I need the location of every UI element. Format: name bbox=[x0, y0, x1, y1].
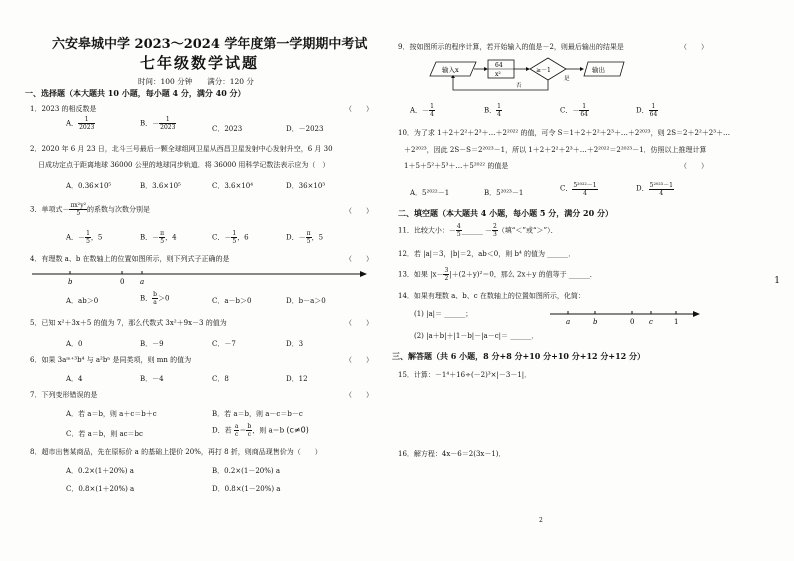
q4-axis-b: b bbox=[68, 278, 73, 286]
q4-option-d: D．b－a＞0 bbox=[286, 297, 326, 305]
q6-paren: （ ） bbox=[345, 356, 373, 364]
q7-option-c: C．若 a＝b，则 ac＝bc bbox=[66, 430, 143, 438]
flow-output: 输出 bbox=[592, 66, 605, 74]
q5-option-c: C．－7 bbox=[212, 340, 236, 348]
q14-axis-b: b bbox=[593, 318, 598, 326]
q4-paren: （ ） bbox=[345, 255, 373, 263]
q1-option-a: A． $\frac{1}{2023}$ bbox=[66, 116, 95, 131]
q2-option-c: C．3.6×10⁴ bbox=[212, 182, 254, 190]
q7-option-d: D．若 $\frac{a}{c}$ ＝ $\frac{b}{c}$ ，则 a＝b (c≠0) bbox=[212, 423, 309, 438]
q3-text: 3．单项式－ $\frac{\text{πx²y²}}{5}$ 的系数与次数分别是 bbox=[30, 202, 150, 217]
q14-part-2: (2) |a＋b|＋|1－b|－|a－c|＝ ______． bbox=[414, 332, 539, 340]
q9-text: 9．按如图所示的程序计算，若开始输入的值是－2，则最后输出的结果是 bbox=[398, 43, 624, 51]
q2-option-b: B．3.6×10⁵ bbox=[140, 182, 181, 190]
q14-number-line bbox=[548, 306, 702, 328]
q10-text-3: 1＋5＋5²＋5³＋…＋5²⁰²² 的值是 bbox=[404, 162, 509, 170]
q4-option-b: B． $\frac{b}{a}$ ＞0 bbox=[140, 291, 170, 306]
q3-option-c: C．－ $\frac{1}{5}$ ，6 bbox=[212, 230, 249, 245]
q2-text: 2．2020 年 6 月 23 日，北斗三号最后一颗全球组网卫星从西昌卫星发射中心发射升空，6 月 30 bbox=[30, 145, 333, 153]
q5-text: 5．已知 x²＋3x＋5 的值为 7，那么代数式 3x²＋9x－3 的值为 bbox=[30, 319, 227, 327]
page-number: 2 bbox=[539, 517, 543, 524]
q2-option-d: D．36×10³ bbox=[286, 182, 326, 190]
q1-text: 1．2023 的相反数是 bbox=[30, 105, 97, 113]
q8-option-a: A．0.2×(1＋20%) a bbox=[66, 467, 134, 475]
q10-paren: （ ） bbox=[680, 162, 708, 170]
q9-option-c: C．－ $\frac{1}{64}$ bbox=[560, 103, 588, 118]
q14-part-1: (1) |a|＝ ______； bbox=[414, 310, 473, 318]
flow-input: 输入x bbox=[442, 66, 459, 74]
q4-axis-a: a bbox=[140, 278, 145, 286]
q10-option-a: A．5²⁰²²－1 bbox=[410, 189, 450, 197]
section-3-title: 三、解答题（共 6 小题，8 分+8 分+10 分+10 分+12 分+12 分） bbox=[392, 351, 646, 361]
flow-box-bottom: x² bbox=[495, 71, 501, 78]
q9-paren: （ ） bbox=[680, 43, 708, 51]
q3-option-a: A．－ $\frac{1}{5}$ ，5 bbox=[66, 230, 103, 245]
q10-option-b: B．5²⁰²³－1 bbox=[484, 189, 524, 197]
section-2-title: 二、填空题（本大题共 4 小题，每小题 5 分，满分 20 分） bbox=[398, 208, 613, 218]
q14-text: 14．如果有理数 a、b、c 在数轴上的位置如图所示，化简： bbox=[398, 292, 585, 300]
q11-text: 11．比较大小：－ $\frac{4}{5}$ ______ － $\frac{2}{3}$ （填“＜”或“＞”）． bbox=[398, 223, 558, 238]
q6-option-c: C．8 bbox=[212, 375, 229, 383]
q4-text: 4．有理数 a、b 在数轴上的位置如图所示，则下列式子正确的是 bbox=[30, 255, 230, 263]
flow-no: 否 bbox=[516, 83, 522, 89]
flow-condition: ≥－1 bbox=[536, 67, 551, 74]
q5-option-d: D．3 bbox=[286, 340, 304, 348]
time-score: 时间：100 分钟 满分：120 分 bbox=[138, 77, 254, 86]
q2-text-cont: 日成功定点于距离地球 36000 公里的地球同步轨道．将 36000 用科学记数法表示应为（ ） bbox=[38, 161, 330, 169]
q10-option-d: D． $\frac{\text{5²⁰²³－1}}{4}$ bbox=[636, 182, 673, 197]
q8-option-d: D．0.8×(1－20%) a bbox=[212, 485, 281, 493]
q7-option-b: B．若 a＝b，则 a－c＝b－c bbox=[212, 410, 303, 418]
q4-axis-0: 0 bbox=[120, 278, 125, 286]
q6-option-b: B．－4 bbox=[140, 375, 164, 383]
exam-title: 六安皋城中学 2023～2024 学年度第一学期期中考试 bbox=[52, 37, 368, 52]
side-mark: 1 bbox=[774, 276, 780, 286]
q1-option-b: B．－ $\frac{1}{2023}$ bbox=[140, 116, 176, 131]
q1-option-c: C．2023 bbox=[212, 125, 243, 133]
q14-axis-1: 1 bbox=[674, 318, 679, 326]
exam-subtitle: 七年级数学试题 bbox=[140, 54, 260, 72]
q1-option-d: D．－2023 bbox=[286, 125, 324, 133]
q5-paren: （ ） bbox=[345, 319, 373, 327]
q2-option-a: A．0.36×10⁵ bbox=[66, 182, 112, 190]
q9-option-b: B． $\frac{1}{4}$ bbox=[484, 103, 501, 118]
q14-axis-0: 0 bbox=[630, 318, 635, 326]
q3-option-d: D．－ $\frac{\pi}{5}$ ，5 bbox=[286, 230, 324, 245]
q7-option-a: A．若 a＝b，则 a＋c＝b＋c bbox=[66, 410, 157, 418]
q7-text: 7．下列变形错误的是 bbox=[30, 391, 98, 399]
q1-paren: （ ） bbox=[345, 105, 373, 113]
q3-option-b: B．－ $\frac{\pi}{5}$ ，4 bbox=[140, 230, 177, 245]
q8-text: 8．超市出售某商品，先在原标价 a 的基础上提价 20%，再打 8 折，则商品现售价为（ ） bbox=[30, 448, 322, 456]
q4-number-line bbox=[30, 266, 370, 286]
section-1-title: 一、选择题（本大题共 10 小题，每小题 4 分，满分 40 分） bbox=[25, 88, 246, 98]
q9-option-a: A．－ $\frac{1}{4}$ bbox=[410, 103, 434, 118]
q9-option-d: D． $\frac{1}{64}$ bbox=[636, 103, 658, 118]
q10-option-c: C． $\frac{\text{5²⁰²²－1}}{4}$ bbox=[560, 182, 597, 197]
q10-text-1: 10．为了求 1＋2＋2²＋2³＋…＋2²⁰²² 的值，可令 S＝1＋2＋2²＋2³＋…＋2²⁰²³，则 2S＝2＋2²＋2³＋… bbox=[398, 129, 731, 137]
q4-option-a: A．ab＞0 bbox=[66, 297, 99, 305]
q10-text-2: ＋2²⁰²³，因此 2S－S＝2²⁰²³－1，所以 1＋2＋2²＋2³＋…＋2²⁰²²＝2²⁰²³－1．仿照以上推理计算 bbox=[404, 146, 707, 154]
q13-text: 13．如果 |x－ $\frac{3}{2}$ |＋(2＋y)²＝0，那么 2x＋y 的值等于 ______． bbox=[398, 267, 597, 282]
q8-option-c: C．0.8×(1＋20%) a bbox=[66, 485, 135, 493]
q16-text: 16．解方程：4x－6＝2(3x－1)． bbox=[398, 450, 506, 458]
q5-option-b: B．－9 bbox=[140, 340, 164, 348]
q6-option-a: A．4 bbox=[66, 375, 83, 383]
q15-text: 15．计算：－1⁴＋16÷(－2)³×|－3－1|． bbox=[398, 371, 532, 379]
q7-handwritten-note: (c≠0) bbox=[286, 425, 309, 435]
q5-option-a: A．0 bbox=[66, 340, 83, 348]
q4-option-c: C．a－b＞0 bbox=[212, 297, 252, 305]
q8-option-b: B．0.2×(1－20%) a bbox=[212, 467, 281, 475]
q6-option-d: D．12 bbox=[286, 375, 308, 383]
q9-flowchart bbox=[428, 56, 638, 96]
q7-paren: （ ） bbox=[345, 391, 373, 399]
flow-yes: 是 bbox=[564, 76, 570, 82]
q14-axis-a: a bbox=[566, 318, 571, 326]
q14-axis-c: c bbox=[649, 318, 653, 326]
q12-text: 12．若 |a|＝3，|b|＝2，ab＜0，则 b⁴ 的值为 ______． bbox=[398, 250, 576, 258]
q6-text: 6．如果 3aᵐ⁺³b⁴ 与 a²bⁿ 是同类项，则 mn 的值为 bbox=[30, 356, 192, 364]
q3-paren: （ ） bbox=[345, 207, 373, 215]
flow-box-top: 64 bbox=[495, 62, 503, 69]
